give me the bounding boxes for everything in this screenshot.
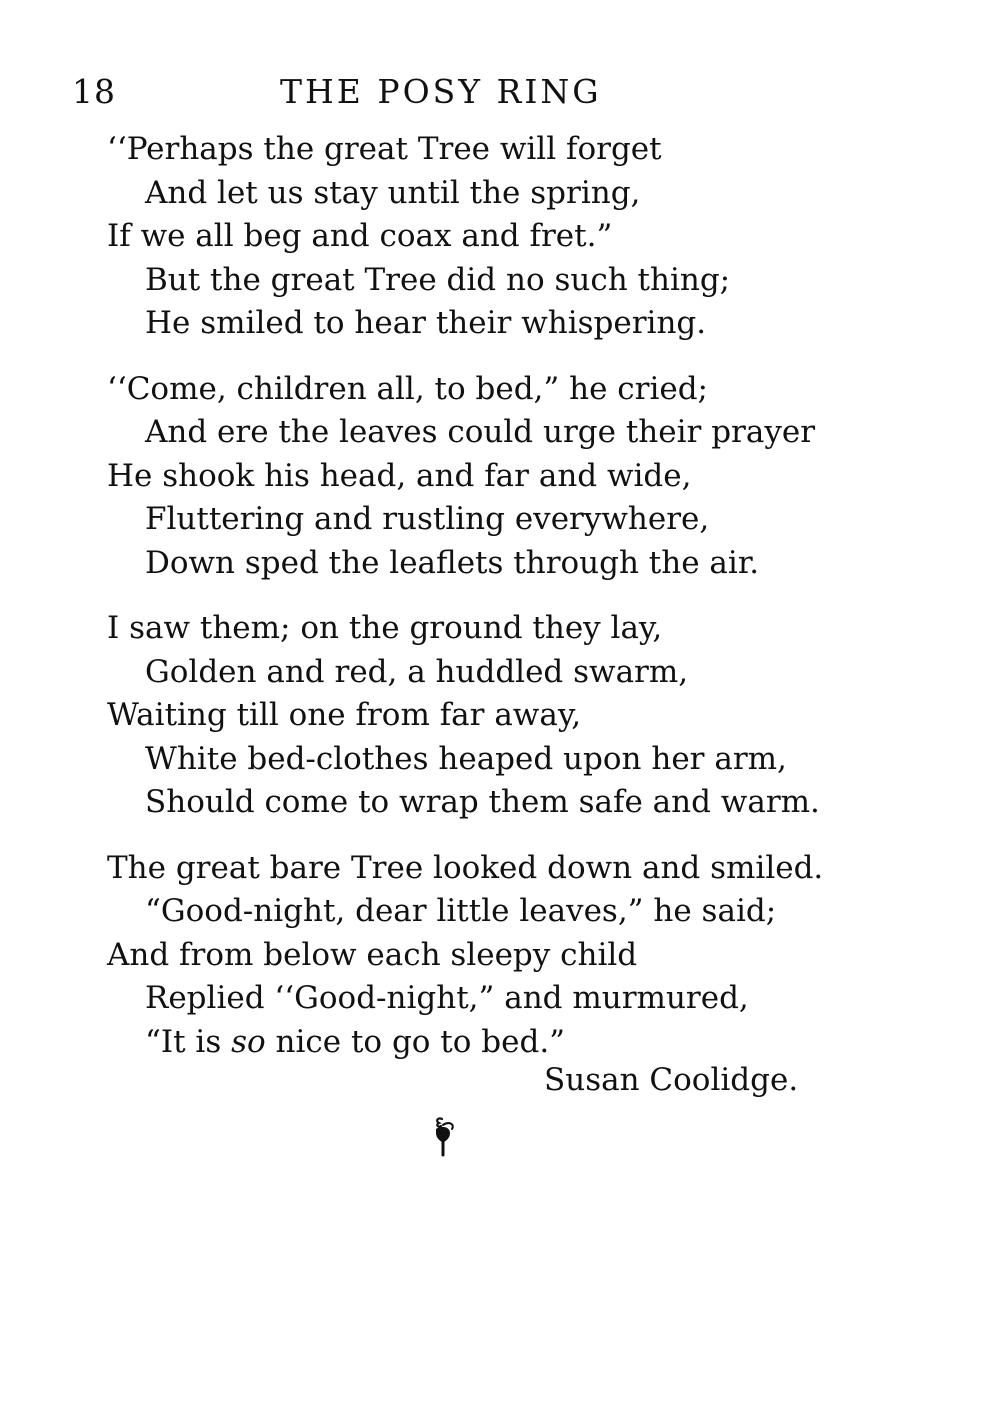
stanza-4: [107, 847, 927, 1065]
page-header: [72, 72, 672, 120]
vine-leaf-ornament-icon: [428, 1115, 460, 1159]
poem-line: Down sped the leaflets through the air.: [145, 544, 760, 581]
poem-line: White bed-clothes heaped upon her arm,: [145, 740, 787, 777]
line-text: “It is: [145, 1023, 232, 1060]
poem-line: And ere the leaves could urge their prayer: [145, 414, 816, 450]
stanza-3: [107, 607, 927, 825]
poem-line: ‘‘Come, children all, to bed,” he cried;: [107, 370, 709, 407]
poem-line: Golden and red, a huddled swarm,: [145, 653, 689, 690]
stanza-1: [107, 128, 927, 346]
poem: [107, 128, 927, 1086]
poem-line: I saw them; on the ground they lay,: [107, 610, 663, 646]
page-number: 18: [72, 72, 116, 111]
poem-line: Should come to wrap them safe and warm.: [145, 784, 820, 820]
poem-line: He shook his head, and far and wide,: [107, 457, 692, 494]
line-text: nice to go to bed.”: [265, 1023, 566, 1060]
poem-line: He smiled to hear their whispering.: [145, 305, 707, 341]
poem-line: If we all beg and coax and fret.”: [107, 218, 613, 254]
poem-line: Replied ‘‘Good-night,” and murmured,: [145, 980, 749, 1016]
author-signature: Susan Coolidge.: [544, 1062, 799, 1098]
emphasized-word: so: [231, 1023, 266, 1060]
poem-line: “Good-night, dear little leaves,” he said;: [145, 893, 777, 929]
poem-line: Waiting till one from far away,: [107, 697, 582, 733]
poem-line: The great bare Tree looked down and smiled.: [107, 849, 824, 886]
poem-line: But the great Tree did no such thing;: [145, 261, 731, 298]
running-title: THE POSY RING: [280, 72, 602, 111]
stanza-2: [107, 368, 927, 586]
poem-line: ‘‘Perhaps the great Tree will forget: [107, 131, 662, 167]
poem-line: And from below each sleepy child: [107, 936, 638, 973]
poem-line: And let us stay until the spring,: [145, 174, 641, 211]
poem-line: Fluttering and rustling everywhere,: [145, 501, 710, 537]
poem-line-emphasis: [107, 1021, 927, 1065]
